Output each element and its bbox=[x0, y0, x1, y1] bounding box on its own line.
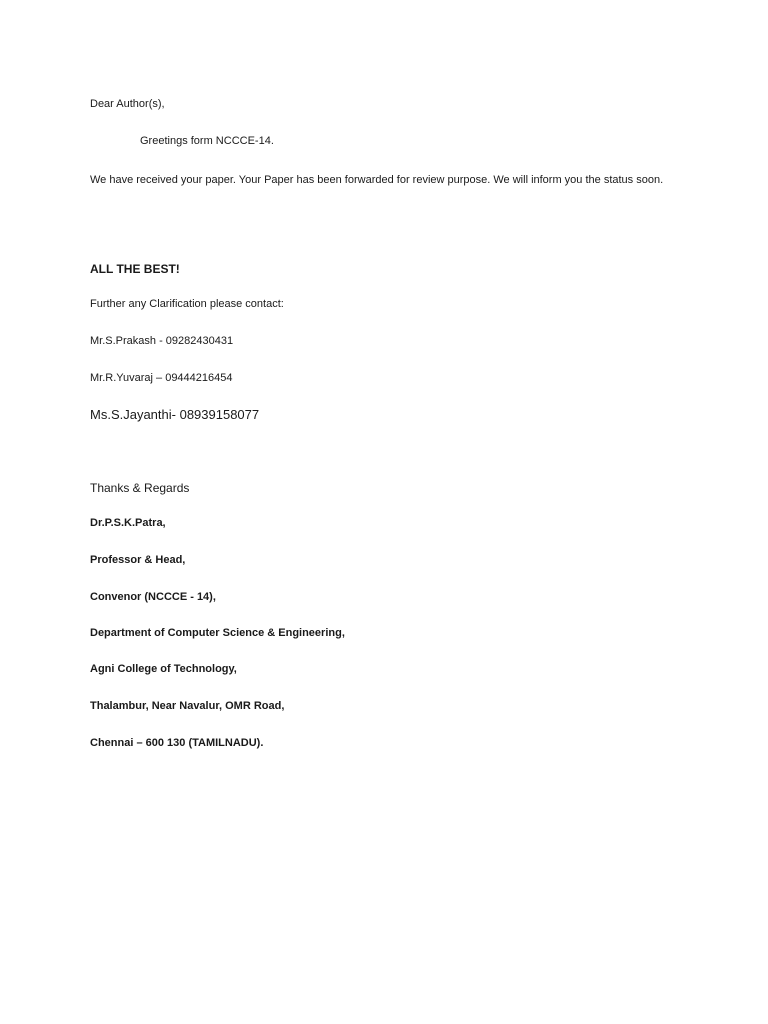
best-wishes-heading: ALL THE BEST! bbox=[90, 262, 180, 276]
signature-college: Agni College of Technology, bbox=[90, 663, 237, 675]
signature-role: Convenor (NCCCE - 14), bbox=[90, 591, 216, 603]
contact-item: Mr.R.Yuvaraj – 09444216454 bbox=[90, 372, 233, 384]
closing-line: Thanks & Regards bbox=[90, 481, 190, 495]
signature-title: Professor & Head, bbox=[90, 554, 186, 566]
signature-city: Chennai – 600 130 (TAMILNADU). bbox=[90, 737, 264, 749]
contact-item: Mr.S.Prakash - 09282430431 bbox=[90, 335, 234, 347]
contact-intro: Further any Clarification please contact: bbox=[90, 298, 284, 310]
contact-item: Ms.S.Jayanthi- 08939158077 bbox=[90, 407, 260, 422]
signature-address: Thalambur, Near Navalur, OMR Road, bbox=[90, 700, 285, 712]
signature-name: Dr.P.S.K.Patra, bbox=[90, 517, 166, 529]
body-paragraph: We have received your paper. Your Paper has been forwarded for review purpose. We will inform you the status soon. bbox=[90, 174, 664, 186]
signature-department: Department of Computer Science & Engineering, bbox=[90, 627, 345, 639]
salutation: Dear Author(s), bbox=[90, 98, 165, 110]
greeting-line: Greetings form NCCCE-14. bbox=[140, 135, 274, 147]
